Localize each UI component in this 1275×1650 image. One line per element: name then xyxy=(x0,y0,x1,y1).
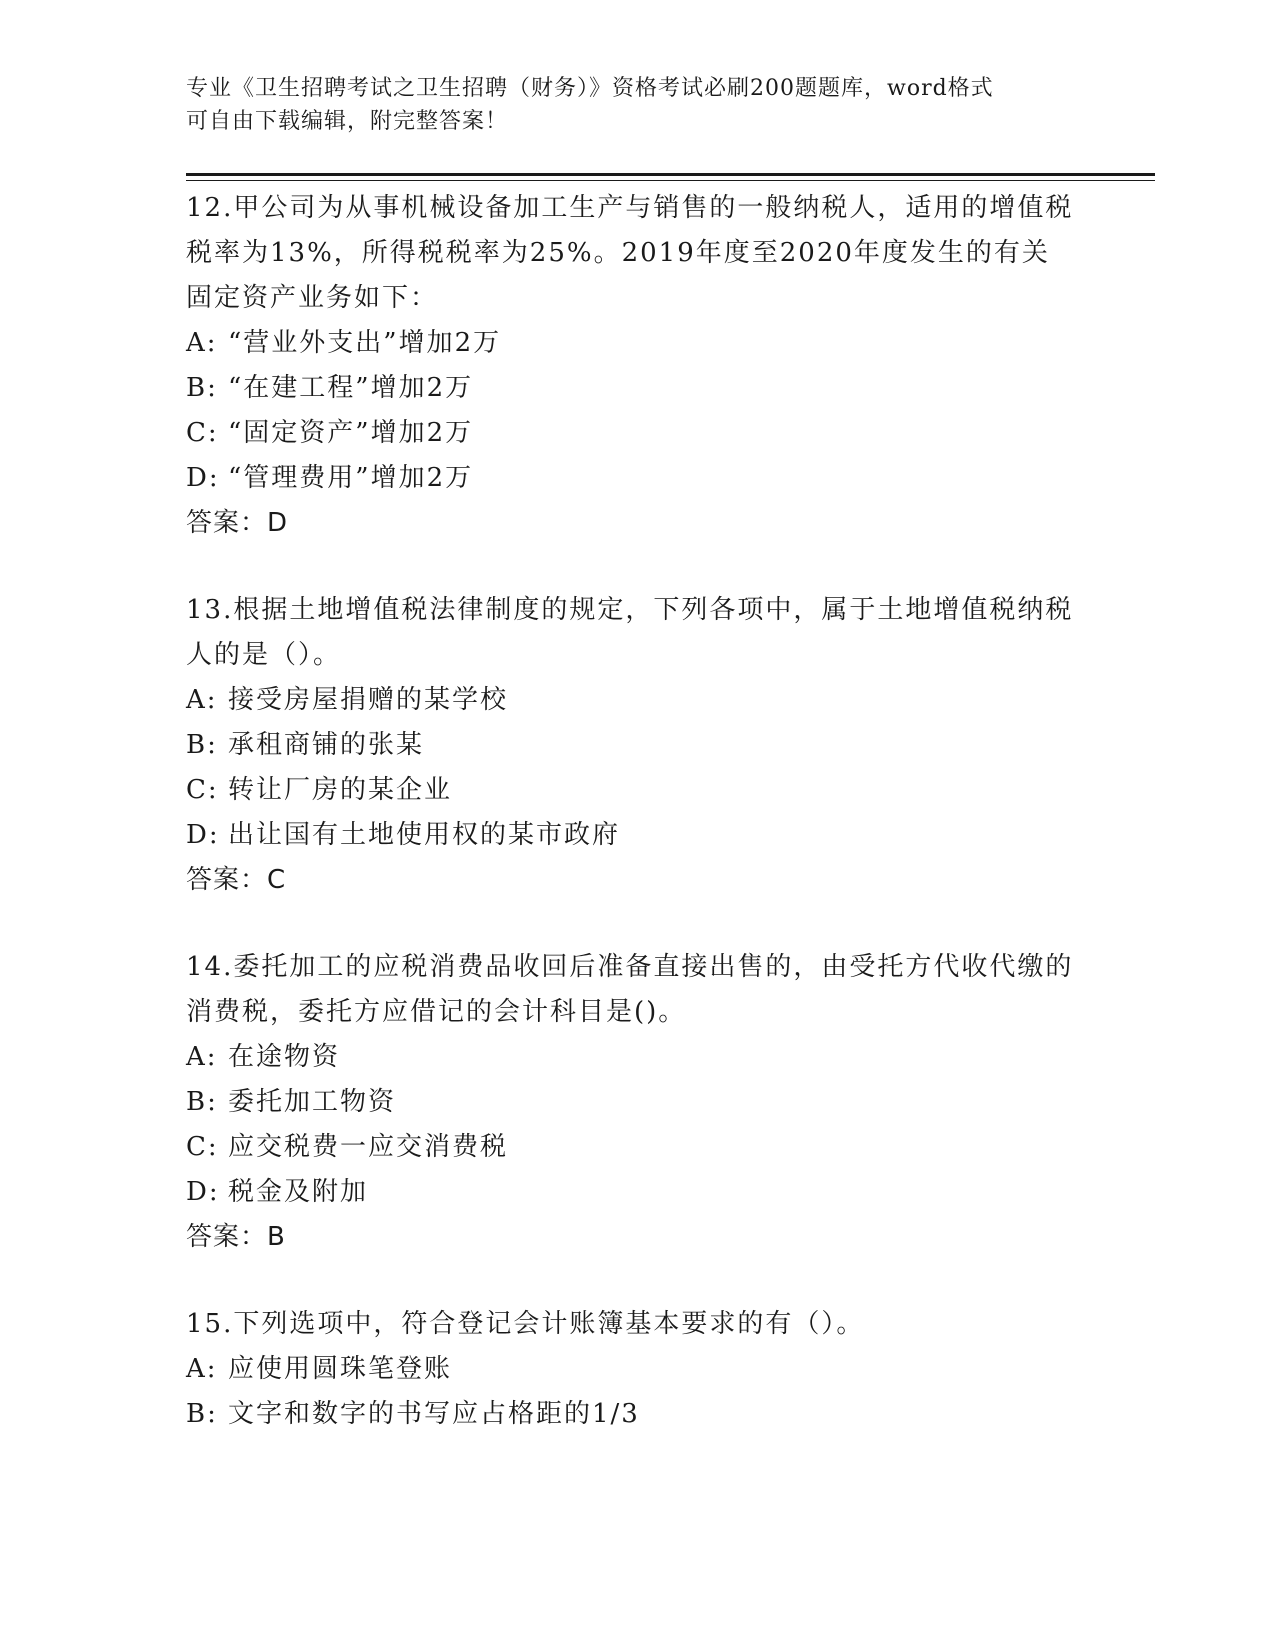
option-d xyxy=(186,813,1076,858)
answer-label: 答案：C xyxy=(186,865,287,895)
option-c xyxy=(186,411,1076,456)
option-b xyxy=(186,723,1076,768)
option-letter: D: xyxy=(186,463,220,493)
option-b xyxy=(186,1392,1076,1437)
option-letter: B: xyxy=(186,730,218,760)
question-stem: 14.委托加工的应税消费品收回后准备直接出售的，由受托方代收代缴的消费税，委托方应借记的会计科目是()。 xyxy=(186,952,1074,1027)
option-text: “营业外支出”增加2万 xyxy=(228,328,502,358)
option-letter: A: xyxy=(186,328,218,358)
option-text: 出让国有土地使用权的某市政府 xyxy=(228,820,621,850)
header-divider-thick xyxy=(186,173,1155,176)
option-letter: A: xyxy=(186,685,218,715)
option-letter: C: xyxy=(186,1132,219,1162)
option-a xyxy=(186,1347,1076,1392)
header-line-1: 专业《卫生招聘考试之卫生招聘（财务）》资格考试必刷200题题库，word格式 xyxy=(186,76,994,101)
header-line-2: 可自由下载编辑，附完整答案！ xyxy=(186,109,509,134)
option-text: 委托加工物资 xyxy=(228,1087,397,1117)
option-text: 税金及附加 xyxy=(228,1177,369,1207)
option-d xyxy=(186,1170,1076,1215)
question-stem: 15.下列选项中，符合登记会计账簿基本要求的有（）。 xyxy=(186,1309,865,1339)
option-text: 转让厂房的某企业 xyxy=(228,775,453,805)
answer-label: 答案：B xyxy=(186,1222,286,1252)
option-text: 应交税费一应交消费税 xyxy=(228,1132,509,1162)
question-15 xyxy=(186,1302,1076,1437)
option-a xyxy=(186,321,1076,366)
option-text: 文字和数字的书写应占格距的1/3 xyxy=(228,1399,640,1429)
option-letter: D: xyxy=(186,820,220,850)
option-b xyxy=(186,366,1076,411)
document-header xyxy=(186,72,1066,138)
option-text: 接受房屋捐赠的某学校 xyxy=(228,685,509,715)
option-text: “固定资产”增加2万 xyxy=(228,418,474,448)
option-text: 应使用圆珠笔登账 xyxy=(228,1354,453,1384)
question-13 xyxy=(186,588,1076,903)
option-letter: A: xyxy=(186,1042,218,1072)
header-divider-thin xyxy=(186,180,1155,181)
option-text: 承租商铺的张某 xyxy=(228,730,425,760)
option-letter: B: xyxy=(186,1399,218,1429)
option-letter: A: xyxy=(186,1354,218,1384)
question-stem: 13.根据土地增值税法律制度的规定，下列各项中，属于土地增值税纳税人的是（）。 xyxy=(186,595,1074,670)
option-letter: C: xyxy=(186,418,219,448)
option-a xyxy=(186,678,1076,723)
option-letter: B: xyxy=(186,373,218,403)
option-letter: C: xyxy=(186,775,219,805)
option-text: 在途物资 xyxy=(228,1042,341,1072)
option-letter: B: xyxy=(186,1087,218,1117)
option-c xyxy=(186,1125,1076,1170)
option-c xyxy=(186,768,1076,813)
answer-label: 答案：D xyxy=(186,508,289,538)
question-list xyxy=(186,186,1076,1479)
question-14 xyxy=(186,945,1076,1260)
option-letter: D: xyxy=(186,1177,220,1207)
option-a xyxy=(186,1035,1076,1080)
option-text: “在建工程”增加2万 xyxy=(228,373,474,403)
question-stem: 12.甲公司为从事机械设备加工生产与销售的一般纳税人，适用的增值税税率为13%，所得税税率为25%。2019年度至2020年度发生的有关固定资产业务如下： xyxy=(186,193,1074,313)
option-text: “管理费用”增加2万 xyxy=(228,463,474,493)
option-d xyxy=(186,456,1076,501)
question-12 xyxy=(186,186,1076,546)
option-b xyxy=(186,1080,1076,1125)
